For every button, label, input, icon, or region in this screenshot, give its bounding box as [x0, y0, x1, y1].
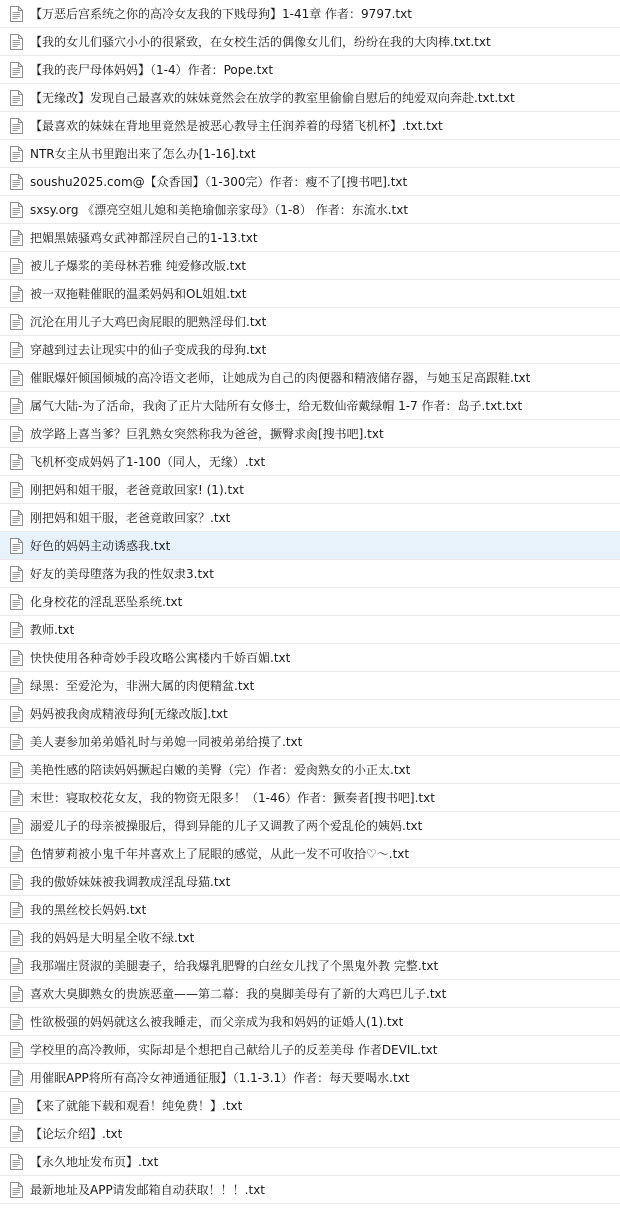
list-item[interactable] — [0, 392, 620, 420]
file-name: 好友的美母堕落为我的性奴隶3.txt — [30, 566, 214, 581]
file-name: 溺爱儿子的母亲被操服后，得到异能的儿子又调教了两个爱乱伦的姨妈.txt — [30, 818, 423, 833]
text-file-icon — [10, 286, 23, 302]
text-file-icon — [10, 1126, 23, 1142]
file-name: 我的妈妈是大明星全收不绿.txt — [30, 930, 195, 945]
list-item[interactable] — [0, 224, 620, 252]
list-item[interactable] — [0, 700, 620, 728]
text-file-icon — [10, 566, 23, 582]
list-item[interactable] — [0, 616, 620, 644]
file-name: 学校里的高冷教师，实际却是个想把自己献给儿子的反差美母 作者DEVIL.txt — [30, 1042, 438, 1057]
file-name: 用催眠APP将所有高冷女神通通征服】（1.1-3.1）作者：每天要喝水.txt — [30, 1070, 410, 1085]
text-file-icon — [10, 734, 23, 750]
list-item[interactable] — [0, 1092, 620, 1120]
text-file-icon — [10, 146, 23, 162]
file-name: 我的傲娇妹妹被我调教成淫乱母猫.txt — [30, 874, 231, 889]
file-name: sxsy.org 《漂亮空姐儿媳和美艳瑜伽亲家母》（1-8） 作者：东流水.txt — [30, 202, 409, 217]
text-file-icon — [10, 370, 23, 386]
file-name: 刚把妈和姐干服，老爸竟敢回家？.txt — [30, 510, 231, 525]
file-name: 喜欢大臭脚熟女的贵族恶童——第二幕：我的臭脚美母有了新的大鸡巴儿子.txt — [30, 986, 447, 1001]
text-file-icon — [10, 342, 23, 358]
text-file-icon — [10, 762, 23, 778]
file-name: 把媚黑婊骚鸡女武神都淫屄自己的1-13.txt — [30, 230, 258, 245]
file-name: 被儿子爆浆的美母林若雅 纯爱修改版.txt — [30, 258, 247, 273]
file-name: 末世：寝取校花女友，我的物资无限多！（1-46）作者：獗奏者[搜书吧].txt — [30, 790, 435, 805]
text-file-icon — [10, 118, 23, 134]
text-file-icon — [10, 1098, 23, 1114]
list-item[interactable] — [0, 1008, 620, 1036]
file-name: 【永久地址发布页】.txt — [30, 1154, 159, 1169]
text-file-icon — [10, 1014, 23, 1030]
text-file-icon — [10, 230, 23, 246]
text-file-icon — [10, 454, 23, 470]
list-item[interactable] — [0, 1120, 620, 1148]
text-file-icon — [10, 482, 23, 498]
text-file-icon — [10, 398, 23, 414]
list-item[interactable] — [0, 28, 620, 56]
list-item[interactable] — [0, 812, 620, 840]
list-item[interactable] — [0, 56, 620, 84]
list-item[interactable] — [0, 336, 620, 364]
list-item[interactable] — [0, 112, 620, 140]
text-file-icon — [10, 622, 23, 638]
text-file-icon — [10, 202, 23, 218]
file-name: 【我的丧尸母体妈妈】（1-4）作者：Pope.txt — [30, 62, 274, 77]
list-item[interactable] — [0, 896, 620, 924]
text-file-icon — [10, 6, 23, 22]
list-item[interactable] — [0, 140, 620, 168]
file-name: 美艳性感的陪读妈妈撅起白嫩的美臀（完）作者：爱肏熟女的小正太.txt — [30, 762, 411, 777]
text-file-icon — [10, 62, 23, 78]
file-name: 化身校花的淫乱恶坠系统.txt — [30, 594, 183, 609]
file-name: 【我的女儿们骚穴小小的很紧致，在女校生活的偶像女儿们，纷纷在我的大肉棒.txt.txt — [30, 34, 491, 49]
text-file-icon — [10, 790, 23, 806]
list-item[interactable] — [0, 868, 620, 896]
list-item[interactable] — [0, 728, 620, 756]
list-item[interactable] — [0, 308, 620, 336]
file-name: 最新地址及APP请发邮箱自动获取！！！.txt — [30, 1182, 266, 1197]
text-file-icon — [10, 706, 23, 722]
text-file-icon — [10, 426, 23, 442]
text-file-icon — [10, 678, 23, 694]
list-item[interactable] — [0, 196, 620, 224]
text-file-icon — [10, 314, 23, 330]
file-name: 【无缘改】发现自己最喜欢的妹妹竟然会在放学的教室里偷偷自慰后的纯爱双向奔赴.txt.txt — [30, 90, 515, 105]
text-file-icon — [10, 594, 23, 610]
text-file-icon — [10, 538, 23, 554]
list-item[interactable] — [0, 952, 620, 980]
text-file-icon — [10, 510, 23, 526]
file-name: 绿黑：至爱沦为，非洲大属的肉便精盆.txt — [30, 678, 255, 693]
text-file-icon — [10, 174, 23, 190]
text-file-icon — [10, 902, 23, 918]
text-file-icon — [10, 1070, 23, 1086]
file-name: NTR女主从书里跑出来了怎么办[1-16].txt — [30, 146, 256, 161]
text-file-icon — [10, 1154, 23, 1170]
list-item[interactable] — [0, 924, 620, 952]
list-item[interactable] — [0, 252, 620, 280]
text-file-icon — [10, 34, 23, 50]
text-file-icon — [10, 818, 23, 834]
list-item[interactable] — [0, 784, 620, 812]
list-item[interactable] — [0, 420, 620, 448]
text-file-icon — [10, 1042, 23, 1058]
file-name: 【论坛介绍】.txt — [30, 1126, 123, 1141]
file-name: 刚把妈和姐干服，老爸竟敢回家! (1).txt — [30, 482, 244, 497]
text-file-icon — [10, 258, 23, 274]
file-name: 催眠爆奸倾国倾城的高冷语文老师，让她成为自己的肉便器和精液储存器，与她玉足高跟鞋.txt — [30, 370, 531, 385]
file-name: 我的黑丝校长妈妈.txt — [30, 902, 147, 917]
list-item[interactable] — [0, 672, 620, 700]
list-item[interactable] — [0, 84, 620, 112]
list-item[interactable] — [0, 1064, 620, 1092]
list-item[interactable] — [0, 980, 620, 1008]
text-file-icon — [10, 986, 23, 1002]
text-file-icon — [10, 1182, 23, 1198]
list-item[interactable] — [0, 364, 620, 392]
text-file-icon — [10, 90, 23, 106]
file-name: 快快使用各种奇妙手段攻略公寓楼内千娇百媚.txt — [30, 650, 291, 665]
list-item[interactable] — [0, 560, 620, 588]
file-name: 穿越到过去让现实中的仙子变成我的母狗.txt — [30, 342, 267, 357]
file-name: 美人妻参加弟弟婚礼时与弟媳一同被弟弟给摸了.txt — [30, 734, 303, 749]
file-name: 放学路上喜当爹？巨乳熟女突然称我为爸爸，撅臀求肏[搜书吧].txt — [30, 426, 384, 441]
text-file-icon — [10, 930, 23, 946]
list-item[interactable] — [0, 756, 620, 784]
file-name: 妈妈被我肏成精液母狗[无缘改版].txt — [30, 706, 228, 721]
file-name: 性欲极强的妈妈就这么被我睡走，而父亲成为我和妈妈的证婚人(1).txt — [30, 1014, 404, 1029]
list-item[interactable] — [0, 476, 620, 504]
file-name: 飞机杯变成妈妈了1-100（同人，无缘）.txt — [30, 454, 266, 469]
file-name: 属气大陆-为了活命，我肏了正片大陆所有女修士，给无数仙帝戴绿帽 1-7 作者：岛子.txt.txt — [30, 398, 523, 413]
list-item[interactable] — [0, 532, 620, 560]
list-item[interactable] — [0, 588, 620, 616]
list-item[interactable] — [0, 0, 620, 28]
file-name: 好色的妈妈主动诱惑我.txt — [30, 538, 171, 553]
file-name: soushu2025.com@【众香国】（1-300完）作者：瘦不了[搜书吧].txt — [30, 174, 408, 189]
file-name: 【最喜欢的妹妹在背地里竟然是被恶心教导主任润养着的母猪飞机杯】.txt.txt — [30, 118, 443, 133]
list-item[interactable] — [0, 840, 620, 868]
file-name: 被一双拖鞋催眠的温柔妈妈和OL姐姐.txt — [30, 286, 247, 301]
file-name: 我那端庄贤淑的美腿妻子，给我爆乳肥臀的白丝女儿找了个黑鬼外教 完整.txt — [30, 958, 439, 973]
list-item[interactable] — [0, 504, 620, 532]
file-name: 【万恶后宫系统之你的高冷女友我的下贱母狗】1-41章 作者：9797.txt — [30, 6, 412, 21]
list-item[interactable] — [0, 168, 620, 196]
list-item[interactable] — [0, 1176, 620, 1204]
list-item[interactable] — [0, 644, 620, 672]
list-item[interactable] — [0, 1036, 620, 1064]
file-name: 教师.txt — [30, 622, 75, 637]
text-file-icon — [10, 846, 23, 862]
list-item[interactable] — [0, 1148, 620, 1176]
file-name: 沉沦在用儿子大鸡巴肏屁眼的肥熟淫母们.txt — [30, 314, 267, 329]
file-name: 【来了就能下载和观看！纯免费！】.txt — [30, 1098, 243, 1113]
list-item[interactable] — [0, 280, 620, 308]
text-file-icon — [10, 650, 23, 666]
list-item[interactable] — [0, 448, 620, 476]
text-file-icon — [10, 874, 23, 890]
text-file-icon — [10, 958, 23, 974]
file-name: 色情萝莉被小鬼千年丼喜欢上了屁眼的感觉，从此一发不可收拾♡～.txt — [30, 846, 410, 861]
